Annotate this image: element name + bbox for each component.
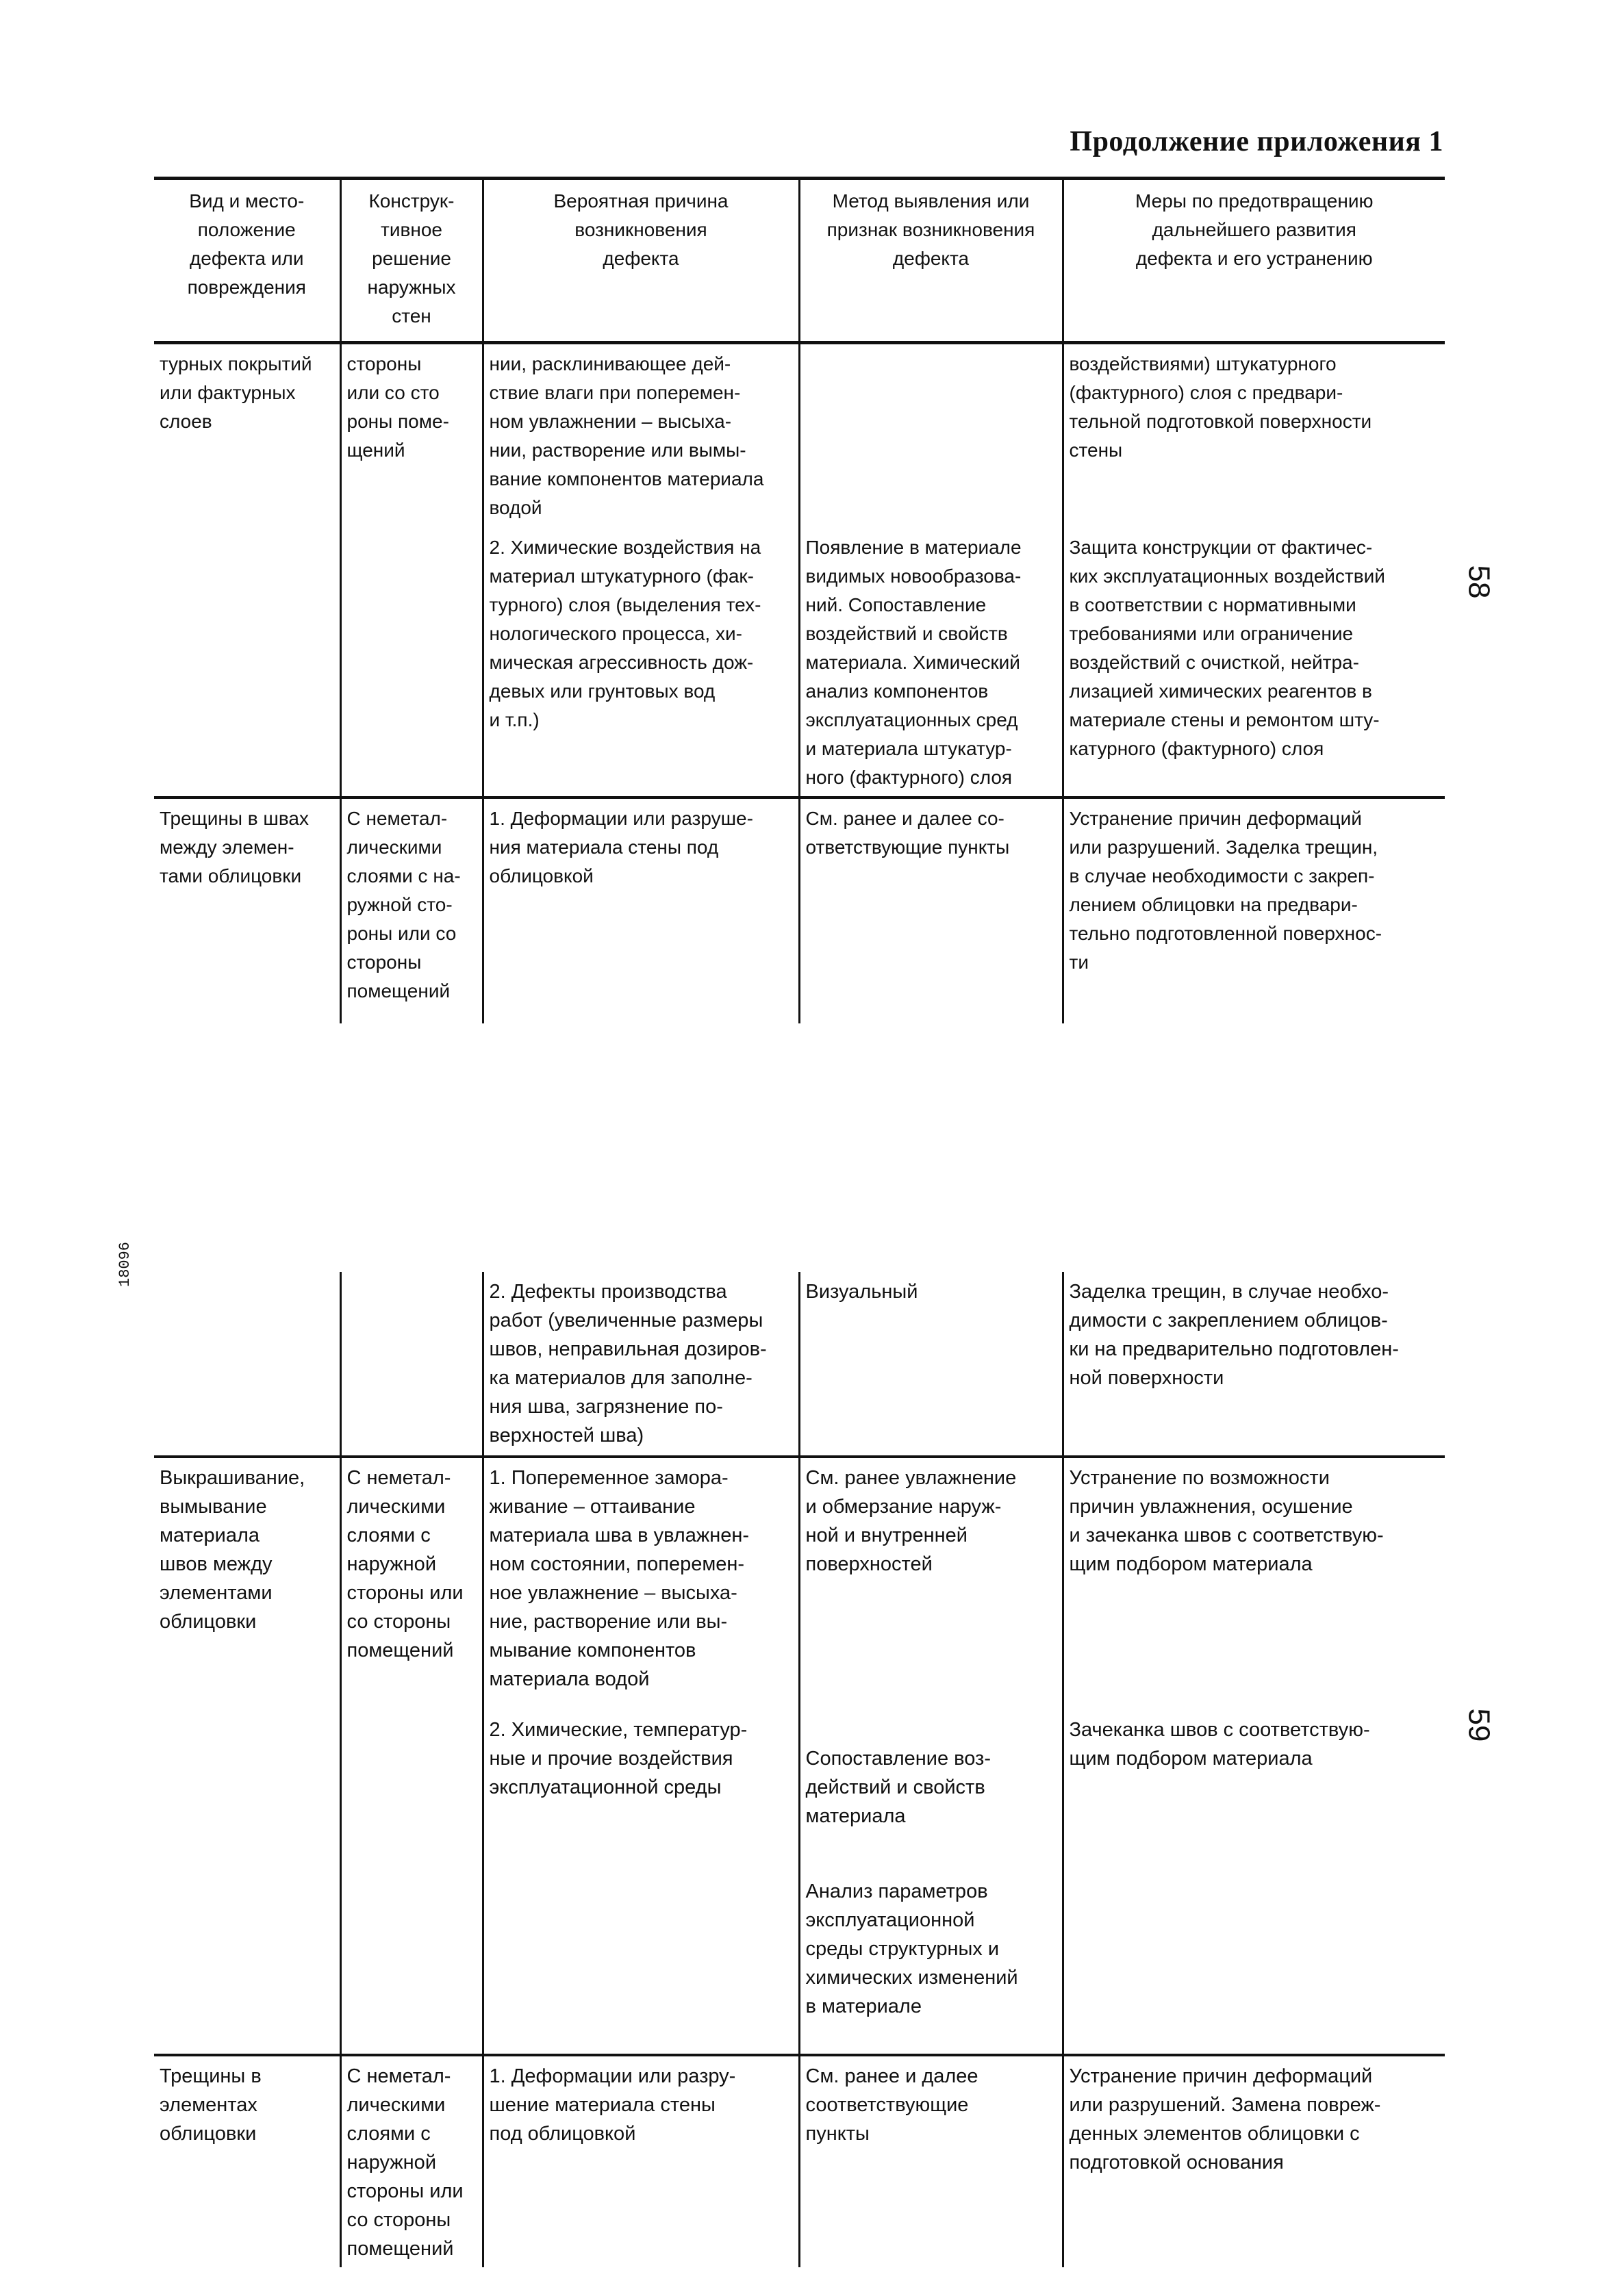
cell-measures: Устранение причин деформаций или разрушений. Заделка трещин, в случае необходимости с закреп- лением облицовки на предвари- тельно подготовленной поверхнос- ти (1063, 798, 1445, 1023)
col-header-defect: Вид и место- положение дефекта или повреждения (154, 179, 340, 343)
cell-defect (154, 528, 340, 798)
page-number-lower: 59 (1462, 1708, 1496, 1742)
cell-structure: С неметал- лическими слоями с наружной стороны или со стороны помещений (340, 2055, 483, 2267)
cell-measures: Зачеканка швов с соответствую- щим подбором материала (1063, 1710, 1445, 2055)
col-header-structure: Конструк- тивное решение наружных стен (340, 179, 483, 343)
cell-detection: Визуальный (799, 1272, 1063, 1457)
detection-text-b: Анализ параметров эксплуатационной среды структурных и химических изменений в материале (805, 1880, 1018, 2017)
cell-detection: См. ранее увлажнение и обмерзание наруж- ной и внутренней поверхностей (799, 1457, 1063, 1710)
cell-defect: Трещины в элементах облицовки (154, 2055, 340, 2267)
cell-measures: Устранение причин деформаций или разрушений. Замена повреж- денных элементов облицовки с подготовкой основания (1063, 2055, 1445, 2267)
cell-defect (154, 1710, 340, 2055)
cell-measures: Защита конструкции от фактичес- ких эксплуатационных воздействий в соответствии с нормативными требованиями или ограничение воздействий с очисткой, нейтра- лизацией химических реагентов в материале стены и ремонтом шту- катурного (фактурного) слоя (1063, 528, 1445, 798)
table-row (154, 1272, 1445, 1457)
cell-defect: турных покрытий или фактурных слоев (160, 353, 312, 432)
table-row (154, 1710, 1445, 2055)
page-heading: Продолжение приложения 1 (1070, 126, 1443, 157)
defects-table-upper (154, 177, 1445, 1023)
margin-code: 18096 (116, 1241, 134, 1287)
cell-detection (799, 343, 1063, 528)
cell-structure (340, 528, 483, 798)
cell-structure (340, 1710, 483, 2055)
cell-detection: См. ранее и далее соответствующие пункты (799, 2055, 1063, 2267)
col-header-measures: Меры по предотвращению дальнейшего развития дефекта и его устранению (1063, 179, 1445, 343)
cell-cause: 1. Деформации или разру- шение материала стены под облицовкой (483, 2055, 799, 2267)
cell-detection: См. ранее и далее со- ответствующие пункты (799, 798, 1063, 1023)
cell-defect: Трещины в швах между элемен- тами облицовки (154, 798, 340, 1023)
cell-cause: 1. Деформации или разруше- ния материала стены под облицовкой (483, 798, 799, 1023)
cell-defect: Выкрашивание, вымывание материала швов между элементами облицовки (154, 1457, 340, 1710)
cell-cause: нии, расклинивающее дей- ствие влаги при поперемен- ном увлажнении – высыха- нии, растворение или вымы- вание компонентов материала водой (483, 343, 799, 528)
col-header-detection: Метод выявления или признак возникновения дефекта (799, 179, 1063, 343)
table-row (154, 343, 1445, 528)
cell-cause: 1. Попеременное замора- живание – оттаивание материала шва в увлажнен- ном состоянии, поперемен- ное увлажнение – высыха- ние, растворение или вы- мывание компонентов материала водой (483, 1457, 799, 1710)
detection-text-a: Сопоставление воз- действий и свойств материала (805, 1748, 991, 1827)
cell-measures: воздействиями) штукатурного (фактурного) слоя с предвари- тельной подготовкой поверхности стены (1063, 343, 1445, 528)
cell-structure: С неметал- лическими слоями с на- ружной сто- роны или со стороны помещений (340, 798, 483, 1023)
cell-structure: стороны или со сто роны поме- щений (340, 343, 483, 528)
table-header (154, 179, 1445, 343)
cell-measures: Заделка трещин, в случае необхо- димости с закреплением облицов- ки на предварительно подготовлен- ной поверхности (1063, 1272, 1445, 1457)
defects-table-lower (154, 1272, 1445, 2267)
cell-detection (799, 1710, 1063, 2055)
cell-measures: Устранение по возможности причин увлажнения, осушение и зачеканка швов с соответствую- щим подбором материала (1063, 1457, 1445, 1710)
table-row (154, 798, 1445, 1023)
col-header-cause: Вероятная причина возникновения дефекта (483, 179, 799, 343)
table-row (154, 1457, 1445, 1710)
table-row (154, 2055, 1445, 2267)
page-number-upper: 58 (1462, 565, 1496, 599)
cell-cause: 2. Химические, температур- ные и прочие воздействия эксплуатационной среды (483, 1710, 799, 2055)
table-row (154, 528, 1445, 798)
cell-cause: 2. Дефекты производства работ (увеличенные размеры швов, неправильная дозиров- ка материалов для заполне- ния шва, загрязнение по- верхностей шва) (483, 1272, 799, 1457)
cell-defect (154, 1272, 340, 1457)
cell-structure (340, 1272, 483, 1457)
cell-detection: Появление в материале видимых новообразова- ний. Сопоставление воздействий и свойств материала. Химический анализ компонентов эксплуатационных сред и материала штукатур- ного (фактурного) слоя (799, 528, 1063, 798)
cell-cause: 2. Химические воздействия на материал штукатурного (фак- турного) слоя (выделения тех- нологического процесса, хи- мическая агрессивность дож- девых или грунтовых вод и т.п.) (483, 528, 799, 798)
cell-structure: С неметал- лическими слоями с наружной стороны или со стороны помещений (340, 1457, 483, 1710)
